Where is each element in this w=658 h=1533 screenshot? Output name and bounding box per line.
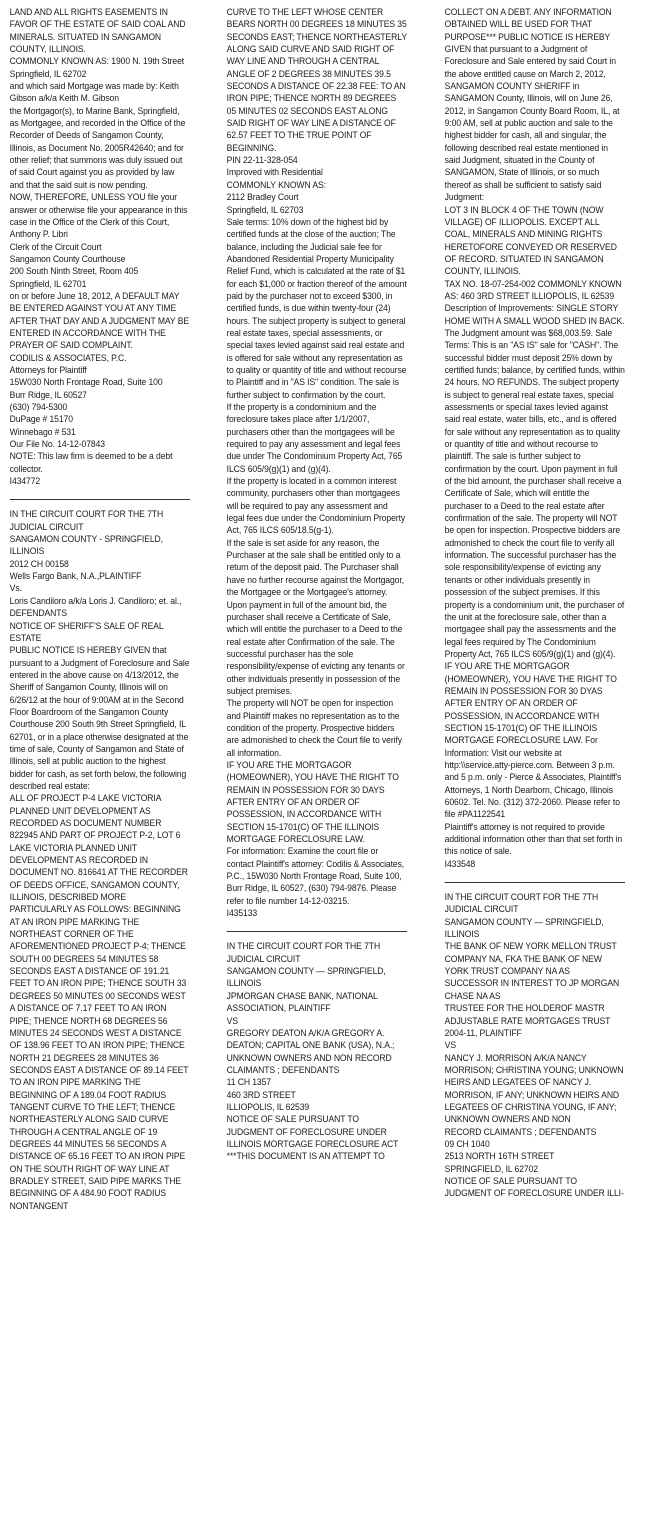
notice-line: Winnebago # 531 (9, 426, 76, 437)
notice-line: 2012 CH 00158 (9, 558, 69, 569)
notice-block (444, 6, 624, 870)
notice-line: JPMORGAN CHASE BANK, NATIONAL ASSOCIATION, PLAINTIFF (226, 990, 378, 1014)
notice-line: IN THE CIRCUIT COURT FOR THE 7TH JUDICIAL CIRCUIT (9, 509, 164, 532)
notice-line: 200 South Ninth Street, Room 405 (9, 266, 139, 277)
notice-line: NOTICE OF SHERIFF'S SALE OF REAL ESTATE (9, 620, 164, 643)
notice-block (227, 940, 407, 1162)
column-2-wrapper (223, 6, 434, 1533)
notice-block (10, 6, 190, 487)
notice-divider (10, 499, 190, 500)
notice-line: Springfield, IL 62703 (226, 204, 304, 215)
notice-line: COMMONLY KNOWN AS: (226, 179, 327, 190)
notice-line: 15W030 North Frontage Road, Suite 100 (9, 377, 163, 388)
notice-line: NANCY J. MORRISON A/K/A NANCY MORRISON; CHRISTINA YOUNG; UNKNOWN HEIRS AND LEGATEES OF NANCY J. MORRISON, IF ANY; UNKNOWN HEIRS AND LEGATEES OF CHRISTINA YOUNG, IF ANY; UNKNOWN OWNERS AND NON (444, 1052, 623, 1125)
notice-line: Wells Fargo Bank, N.A.,PLAINTIFF (9, 571, 142, 582)
notice-line: LOT 3 IN BLOCK 4 OF THE TOWN (NOW VILLAGE) OF ILLIOPOLIS. EXCEPT ALL COAL, MINERALS AND MINING RIGHTS HERETOFORE CONVEYED OR RESERVED OF RECORD. SITUATED IN SANGAMON COUNTY, ILLINOIS. (444, 204, 617, 277)
notice-line: 460 3RD STREET (226, 1089, 296, 1100)
notice-line: 2112 Bradley Court (226, 192, 299, 203)
notice-line: CURVE TO THE LEFT WHOSE CENTER BEARS NORTH 00 DEGREES 18 MINUTES 35 SECONDS EAST; THENCE NORTHEASTERLY ALONG SAID CURVE AND SAID RIGHT OF WAY LINE AND THROUGH A CENTRAL ANGLE OF 2 DEGREES 38 MINUTES 39.5 SECONDS A DISTANCE OF 22.38 FEE: TO AN IRON PIPE; THENCE NORTH 89 DEGREES 05 MINUTES 02 SECONDS EAST ALONG SAID RIGHT OF WAY LINE A DISTANCE OF 62.57 FEET TO THE TRUE POINT OF BEGINNING. (226, 7, 408, 153)
column-3-wrapper (441, 6, 652, 1533)
notice-line: COLLECT ON A DEBT. ANY INFORMATION OBTAINED WILL BE USED FOR THAT PURPOSE*** PUBLIC NOTICE IS HEREBY GIVEN that pursuant to a Judgment of Foreclosure and Sale entered by said Court in the above entitled cause on March 2, 2012, SANGAMON COUNTY SHERIFF in SANGAMON County, Illinois, will on June 26, 2012, in Sangamon County Board Room, IL, at 9:00 AM, sell at public auction and sale to the highest bidder for cash, all and singular, the following described real estate mentioned in said Judgment, situated in the County of SANGAMON, State of Illinois, or so much thereof as shall be sufficient to satisfy said Judgment: (444, 7, 620, 203)
notice-block (10, 508, 190, 1212)
notice-line: THE BANK OF NEW YORK MELLON TRUST COMPANY NA, FKA THE BANK OF NEW YORK TRUST COMPANY NA AS SUCCESSOR IN INTEREST TO JP MORGAN CHASE NA AS (444, 941, 619, 1001)
notice-line: The Judgment amount was $68,003.59. Sale Terms: This is an "AS IS" sale for "CASH". The successful bidder must deposit 25% down by certified funds; balance, by certified funds, within 24 hours. NO REFUNDS. The subject property is subject to general real estate taxes, special assessments or special taxes levied against said real estate, water bills, etc., and is offered for sale without any representation as to quality or quantity of title and without recourse to plaintiff. The sale is further subject to confirmation by the court. Upon payment in full of the bid amount, the purchaser shall receive a Certificate of Sale, which will entitle the purchaser to a Deed to the real estate after confirmation of the sale. The property will NOT be open for inspection. Prospective bidders are admonished to check the court file to verify all information. The successful purchaser has the sole responsibility/expense of evicting any tenants or other individuals presently in possession of the subject premises. If this property is a condominium unit, the purchaser of the unit at the foreclosure sale, other than a mortgagee shall pay the assessments and the legal fees required by The Condominium Property Act, 765 ILCS 605/9(g)(1) and (g)(4). IF YOU ARE THE MORTGAGOR (HOMEOWNER), YOU HAVE THE RIGHT TO REMAIN IN POSSESSION FOR 30 DYAS AFTER ENTRY OF AN ORDER OF POSSESSION, IN ACCORDANCE WITH SECTION 15-1701(C) OF THE ILLINOIS MORTGAGE FORECLOSURE LAW. For Information: Visit our website at http:\\service.atty-pierce.com. Between 3 p.m. and 5 p.m. only - Pierce & Associates, Plaintiff's Attorneys, 1 North Dearborn, Chicago, Illinois 60602. Tel. No. (312) 372-2060. Please refer to file #PA1122541 (444, 327, 625, 820)
notice-line: Attorneys for Plaintiff (9, 364, 87, 375)
notice-line: NOTE: This law firm is deemed to be a debt collector. (9, 451, 173, 474)
notice-line: Vs. (9, 583, 22, 594)
notice-line: If the property is located in a common interest community, purchasers other than mortgagees will be required to pay any assessment and legal fees due under the Condominium Property Act, 765 ILCS 605/18.5(g-1). (226, 476, 406, 536)
column-1-wrapper (6, 6, 217, 1533)
notice-line: SANGAMON COUNTY — SPRINGFIELD, ILLINOIS (444, 916, 604, 940)
notice-line: the Mortgagor(s), to Marine Bank, Springfield, as Mortgagee, and recorded in the Office of the Recorder of Deeds of Sangamon County, Illinois, as Document No. 2005R42640; and for other relief; that summons was duly issued out of said Court against you as provided by law and that the said suit is now pending. (9, 105, 186, 190)
notice-line: Sangamon County Courthouse (9, 253, 126, 264)
notice-line: NOTICE OF SALE PURSUANT TO JUDGMENT OF FORECLOSURE UNDER ILLI- (444, 1175, 624, 1199)
notice-line: I435133 (226, 908, 258, 919)
notice-line: on or before June 18, 2012, A DEFAULT MAY BE ENTERED AGAINST YOU AT ANY TIME AFTER THAT DAY AND A JUDGMENT MAY BE ENTERED IN ACCORDANCE WITH THE PRAYER OF SAID COMPLAINT. (9, 290, 190, 351)
notice-line: Anthony P. Libri (9, 229, 68, 240)
notice-line: Improved with Residential (226, 167, 324, 178)
notice-line: COMMONLY KNOWN AS: 1900 N. 19th Street (9, 56, 185, 67)
notice-line: Burr Ridge, IL 60527 (9, 389, 87, 400)
notice-line: I434772 (9, 476, 41, 487)
column-3 (441, 6, 629, 1533)
notice-block (444, 891, 624, 1200)
notice-line: Springfield, IL 62701 (9, 278, 87, 289)
notice-line: 2513 NORTH 16TH STREET (444, 1151, 554, 1162)
notice-line: IF YOU ARE THE MORTGAGOR (HOMEOWNER), YOU HAVE THE RIGHT TO REMAIN IN POSSESSION FOR 30 DAYS AFTER ENTRY OF AN ORDER OF POSSESSION, IN ACCORDANCE WITH SECTION 15-1701(C) OF THE ILLINOIS MORTGAGE FORECLOSURE LAW. (226, 759, 400, 845)
notice-line: Sale terms: 10% down of the highest bid by certified funds at the close of the auction; The balance, including the Judicial sale fee for Abandoned Residential Property Municipality Relief Fund, which is calculated at the rate of $1 for each $1,000 or fraction thereof of the amount paid by the purchaser not to exceed $300, in certified funds, is due within twenty-four (24) hours. The subject property is subject to general real estate taxes, special assessments, or special taxes levied against said real estate and is offered for sale without any representation as to quality or quantity of title and without recourse to Plaintiff and in "AS IS" condition. The sale is further subject to confirmation by the court. (226, 216, 407, 400)
notice-line: SANGAMON COUNTY - SPRINGFIELD, ILLINOIS (9, 534, 163, 557)
column-2 (223, 6, 411, 1533)
notice-line: TAX NO. 18-07-254-002 COMMONLY KNOWN AS: 460 3RD STREET ILLIOPOLIS, IL 62539 Description of Improvements: SINGLE STORY HOME WITH A SMALL WOOD SHED IN BACK. (444, 278, 625, 326)
notice-line: GREGORY DEATON A/K/A GREGORY A. DEATON; CAPITAL ONE BANK (USA), N.A.; UNKNOWN OWNERS AND NON RECORD CLAIMANTS ; DEFENDANTS (226, 1027, 395, 1075)
notice-divider (444, 882, 624, 883)
notice-line: IN THE CIRCUIT COURT FOR THE 7TH JUDICIAL CIRCUIT (444, 892, 598, 915)
notice-line: Springfield, IL 62702 (9, 68, 87, 79)
notice-line: RECORD CLAIMANTS ; DEFENDANTS (444, 1126, 596, 1137)
notice-line: ALL OF PROJECT P-4 LAKE VICTORIA PLANNED UNIT DEVELOPMENT AS RECORDED AS DOCUMENT NUMBER 822945 AND PART OF PROJECT P-2, LOT 6 LAKE VICTORIA PLANNED UNIT DEVELOPMENT AS RECORDED IN DOCUMENT NO. 816641 AT THE RECORDER OF DEEDS OFFICE, SANGAMON COUNTY, ILLINOIS, DESCRIBED MORE PARTICULARLY AS FOLLOWS: BEGINNING AT AN IRON PIPE MARKING THE NORTHEAST CORNER OF THE AFOREMENTIONED PROJECT P-4; THENCE SOUTH 00 DEGREES 54 MINUTES 58 SECONDS EAST A DISTANCE OF 191.21 FEET TO AN IRON PIPE; THENCE SOUTH 33 DEGREES 50 MINUTES 00 SECONDS WEST A DISTANCE OF 7.17 FEET TO AN IRON PIPE; THENCE NORTH 68 DEGREES 56 MINUTES 24 SECONDS WEST A DISTANCE OF 138.96 FEET TO AN IRON PIPE; THENCE NORTH 21 DEGREES 28 MINUTES 36 SECONDS EAST A DISTANCE OF 89.14 FEET TO AN IRON PIPE MARKING THE BEGINNING OF A 189.04 FOOT RADIUS TANGENT CURVE TO THE LEFT; THENCE NORTHEASTERLY ALONG SAID CURVE THROUGH A CENTRAL ANGLE OF 19 DEGREES 44 MINUTES 56 SECONDS A DISTANCE OF 65.16 FEET TO AN IRON PIPE ON THE SOUTH RIGHT OF WAY LINE AT BRADLEY STREET, SAID PIPE MARKS THE BEGINNING OF A 484.90 FOOT RADIUS NONTANGENT (9, 793, 189, 1211)
notice-line: IN THE CIRCUIT COURT FOR THE 7TH JUDICIAL CIRCUIT (226, 941, 381, 964)
notice-line: DuPage # 15170 (9, 414, 73, 425)
notice-line: LAND AND ALL RIGHTS EASEMENTS IN FAVOR OF THE ESTATE OF SAID COAL AND MINERALS. SITUATED IN SANGAMON COUNTY, ILLINOIS. (9, 7, 186, 55)
notice-line: NOTICE OF SALE PURSUANT TO JUDGMENT OF FORECLOSURE UNDER ILLINOIS MORTGAGE FORECLOSURE ACT (226, 1114, 399, 1149)
notice-line: Plaintiff's attorney is not required to provide additional information other than that set forth in this notice of sale. (444, 821, 622, 857)
notice-line: (630) 794-5300 (9, 402, 68, 412)
notice-line: CODILIS & ASSOCIATES, P.C. (9, 352, 127, 363)
notice-line: The property will NOT be open for inspection and Plaintiff makes no representation as to the condition of the property. Prospective bidders are admonished to check the Court file to verify all information. (226, 698, 403, 758)
notice-line: SPRINGFIELD, IL 62702 (444, 1163, 538, 1174)
notice-line: ***THIS DOCUMENT IS AN ATTEMPT TO (226, 1151, 386, 1162)
notice-line: 09 CH 1040 (444, 1138, 490, 1149)
column-1 (6, 6, 194, 1533)
notice-line: VS (226, 1015, 239, 1026)
notice-line: VS (444, 1040, 456, 1051)
notice-line: If the property is a condominium and the foreclosure takes place after 1/1/2007, purchasers other than the mortgagees will be required to pay any assessment and legal fees due under The Condominium Property Act, 765 ILCS 605/9(g)(1) and (g)(4). (226, 402, 403, 474)
notice-line: PIN 22-11-328-054 (226, 155, 298, 166)
notice-line: and which said Mortgage was made by: Keith Gibson a/k/a Keith M. Gibson (9, 81, 179, 104)
notice-line: If the sale is set aside for any reason, the Purchaser at the sale shall be entitled only to a return of the deposit paid. The Purchaser shall have no further recourse against the Mortgagor, the Mortgagee or the Mortgagee's attorney. Upon payment in full of the amount bid, the purchaser shall receive a Certificate of Sale, which will entitle the purchaser to a Deed to the real estate after Confirmation of the sale. The successful purchaser has the sole responsibility/expense of evicting any tenants or other individuals presently in possession of the subject premises. (226, 537, 406, 696)
notice-line: TRUSTEE FOR THE HOLDEROF MASTR ADJUSTABLE RATE MORTGAGES TRUST 2004-11, PLAINTIFF (444, 1003, 610, 1038)
notice-divider (227, 931, 407, 932)
notice-line: Loris Candiloro a/k/a Loris J. Candiloro; et. al., DEFENDANTS (9, 595, 182, 619)
notice-block (227, 6, 407, 919)
notice-line: ILLIOPOLIS, IL 62539 (226, 1101, 310, 1112)
notice-line: PUBLIC NOTICE IS HEREBY GIVEN that pursuant to a Judgment of Foreclosure and Sale entered in the above cause on 4/13/2012, the Sheriff of Sangamon County, Illinois will on 6/26/12 at the hour of 9:00AM at in the Second Floor Boardroom of the Sangamon County Courthouse 200 South 9th Street Springfield, IL 62701, or in a place otherwise designated at the time of sale, County of Sangamon and State of Illinois, sell at public auction to the highest bidder for cash, as set forth below, the following described real estate: (9, 645, 190, 791)
notice-line: For information: Examine the court file or contact Plaintiff's attorney: Codilis & Associates, P.C., 15W030 North Frontage Road, Suite 100, Burr Ridge, IL 60527, (630) 794-9876. Please refer to file number 14-12-03215. (226, 846, 405, 906)
notice-line: SANGAMON COUNTY — SPRINGFIELD, ILLINOIS (226, 966, 386, 989)
notice-line: Our File No. 14-12-07843 (9, 439, 105, 450)
notice-line: NOW, THEREFORE, UNLESS YOU file your answer or otherwise file your appearance in this case in the Office of the Clerk of this Court, (9, 192, 188, 227)
notice-line: I433548 (444, 858, 475, 869)
notice-line: 11 CH 1357 (226, 1077, 272, 1088)
notice-line: Clerk of the Circuit Court (9, 241, 102, 252)
